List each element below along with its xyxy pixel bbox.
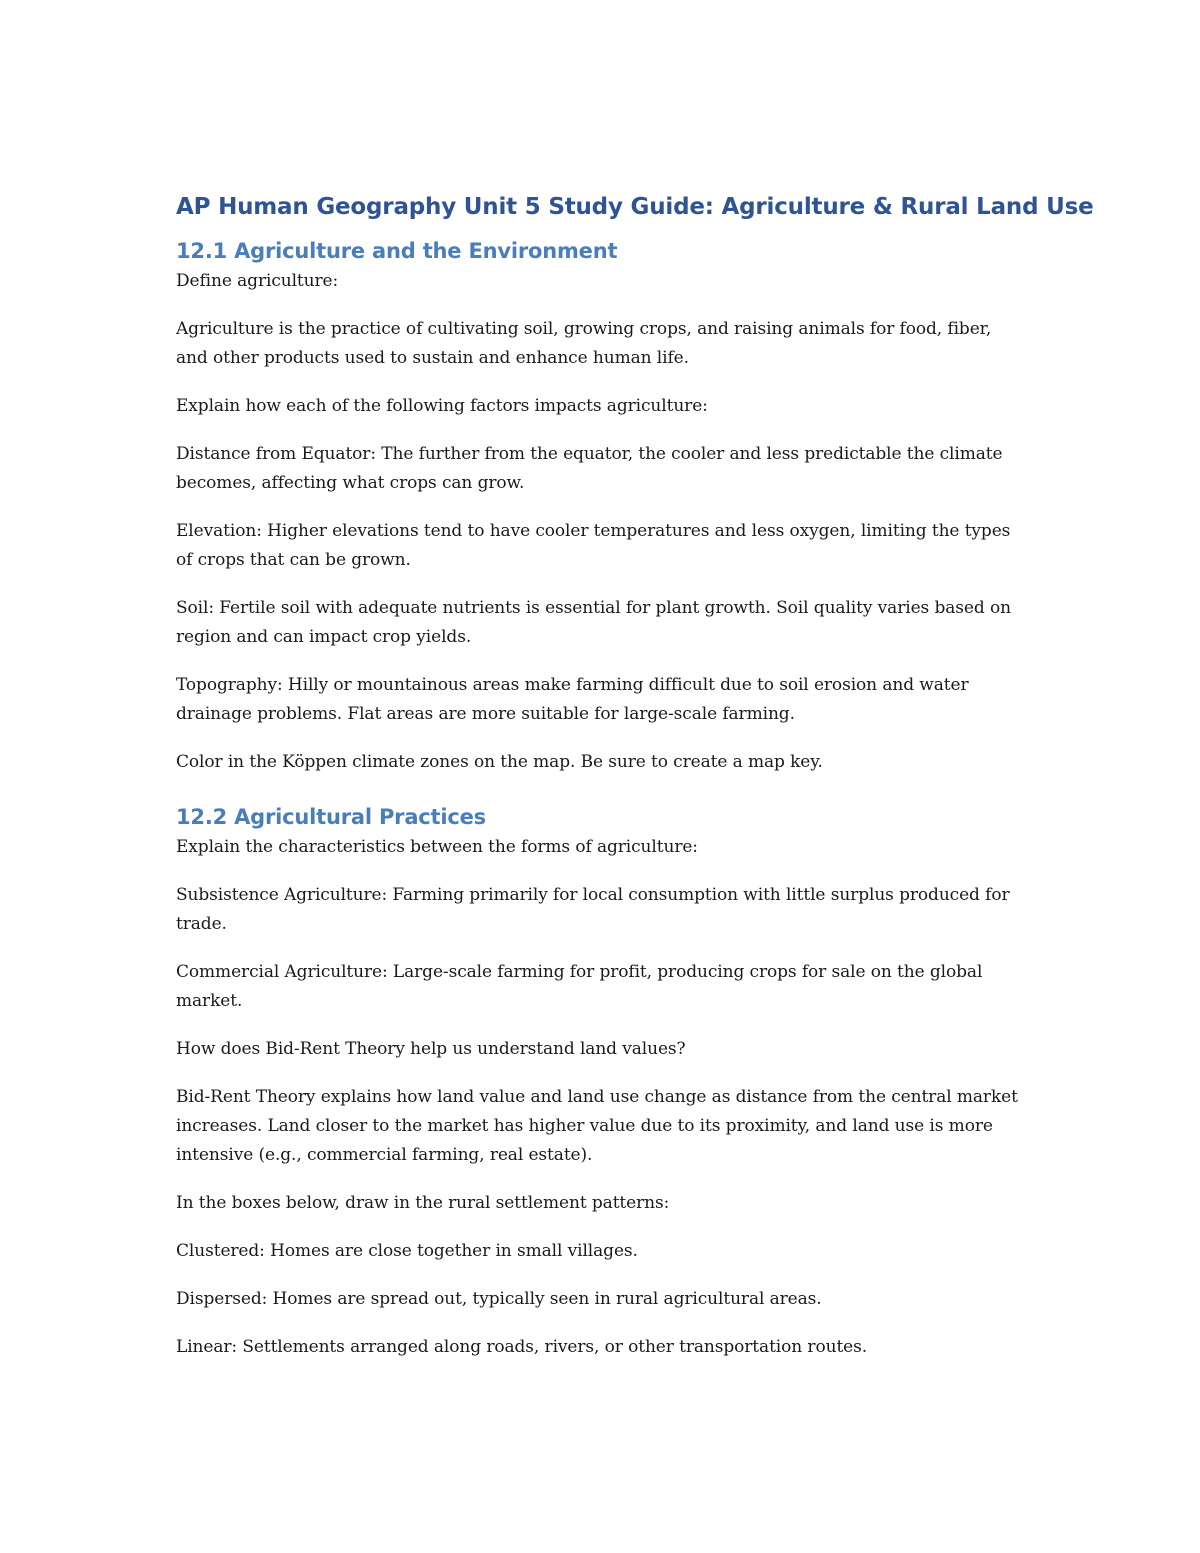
prompt-koppen-map: Color in the Köppen climate zones on the map. Be sure to create a map key.	[176, 752, 823, 772]
settlement-clustered: Clustered: Homes are close together in small villages.	[176, 1241, 638, 1261]
document-title: AP Human Geography Unit 5 Study Guide: Agriculture & Rural Land Use	[176, 194, 1094, 220]
document-page	[176, 185, 1094, 1381]
factor-elevation: Elevation: Higher elevations tend to have cooler temperatures and less oxygen, limiting the types of crops that can be grown.	[176, 521, 1011, 570]
section-heading-12-2: 12.2 Agricultural Practices	[176, 805, 486, 829]
factor-topography: Topography: Hilly or mountainous areas make farming difficult due to soil erosion and water drainage problems. Flat areas are more suitable for large-scale farming.	[176, 675, 969, 724]
prompt-forms-of-agriculture: Explain the characteristics between the forms of agriculture:	[176, 837, 698, 857]
settlement-dispersed: Dispersed: Homes are spread out, typically seen in rural agricultural areas.	[176, 1289, 822, 1309]
factor-soil: Soil: Fertile soil with adequate nutrients is essential for plant growth. Soil quality varies based on region and can impact crop yields.	[176, 598, 1011, 647]
answer-bid-rent: Bid-Rent Theory explains how land value and land use change as distance from the central market increases. Land closer to the market has higher value due to its proximity, and land use is more intensive (e.g., commercial farming, real estate).	[176, 1087, 1018, 1165]
prompt-define-agriculture: Define agriculture:	[176, 271, 339, 291]
factor-distance-from-equator: Distance from Equator: The further from the equator, the cooler and less predictable the climate becomes, affecting what crops can grow.	[176, 444, 1003, 493]
subsistence-agriculture: Subsistence Agriculture: Farming primarily for local consumption with little surplus produced for trade.	[176, 885, 1010, 934]
commercial-agriculture: Commercial Agriculture: Large-scale farming for profit, producing crops for sale on the global market.	[176, 962, 983, 1011]
section-heading-12-1: 12.1 Agriculture and the Environment	[176, 239, 618, 263]
prompt-settlement-patterns: In the boxes below, draw in the rural settlement patterns:	[176, 1193, 670, 1213]
prompt-factors: Explain how each of the following factors impacts agriculture:	[176, 396, 708, 416]
settlement-linear: Linear: Settlements arranged along roads, rivers, or other transportation routes.	[176, 1337, 868, 1357]
answer-agriculture-definition: Agriculture is the practice of cultivating soil, growing crops, and raising animals for food, fiber, and other products used to sustain and enhance human life.	[176, 319, 992, 368]
prompt-bid-rent: How does Bid-Rent Theory help us understand land values?	[176, 1039, 686, 1059]
